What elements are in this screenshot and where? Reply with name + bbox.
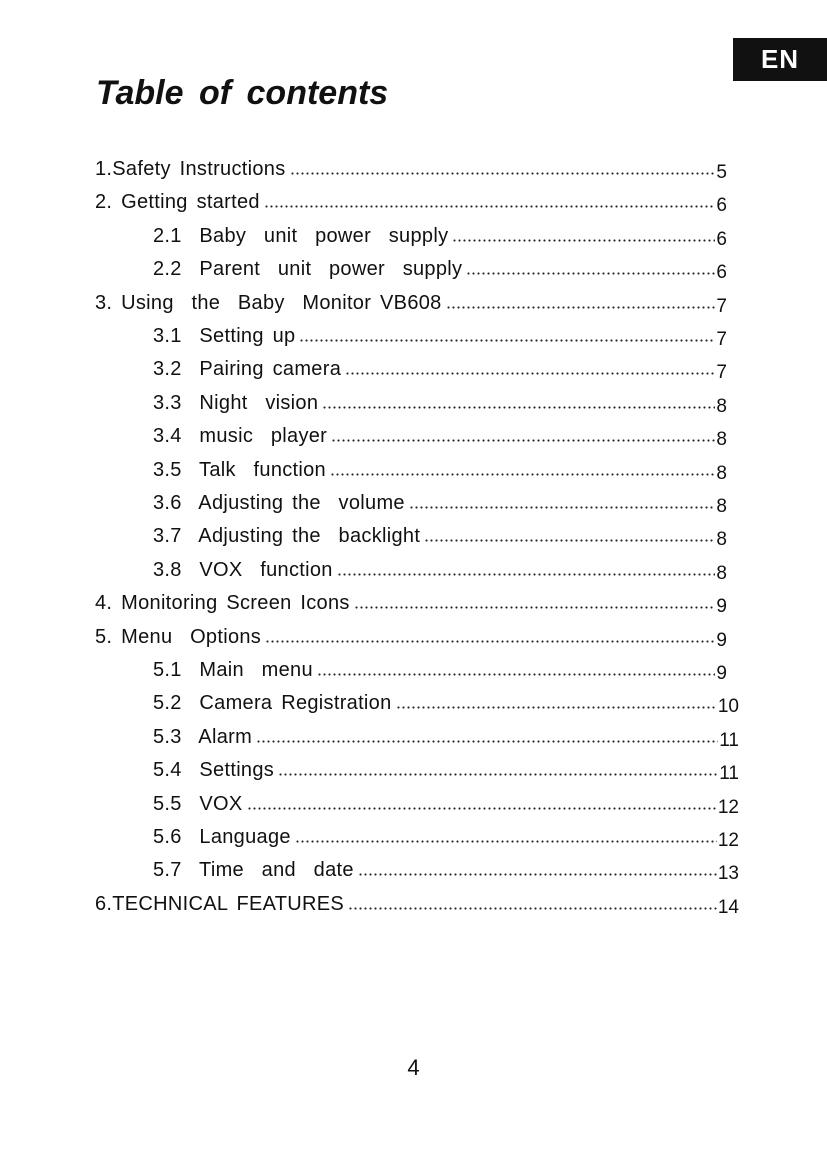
toc-dot-leader <box>317 667 716 677</box>
toc-entry-page: 6 <box>716 228 727 250</box>
language-badge: EN <box>733 38 827 81</box>
toc-entry <box>95 182 727 215</box>
toc-entry-page: 8 <box>716 395 727 417</box>
toc-dot-leader <box>446 300 716 310</box>
toc-dot-leader <box>299 333 715 343</box>
toc-entry-page: 6 <box>716 195 727 217</box>
toc-entry <box>153 383 727 416</box>
toc-dot-leader <box>247 801 717 811</box>
toc-entry-page: 9 <box>716 629 727 651</box>
toc-entry-page: 14 <box>717 896 739 918</box>
toc-entry-page: 8 <box>716 462 727 484</box>
toc-entry-page: 11 <box>719 763 739 785</box>
toc-entry-label: 5. Menu Options <box>95 625 262 648</box>
toc-dot-leader <box>348 901 717 911</box>
toc-dot-leader <box>278 767 718 777</box>
toc-dot-leader <box>290 166 716 176</box>
toc-entry-page: 13 <box>717 863 739 885</box>
toc-entry <box>153 650 727 683</box>
toc-entry-label: 4. Monitoring Screen Icons <box>95 592 350 615</box>
toc-entry-page: 12 <box>717 796 739 818</box>
toc-entry-label: 5.7 Time and date <box>153 859 354 882</box>
toc-dot-leader <box>322 400 715 410</box>
toc-entry-label: 5.4 Settings <box>153 759 275 782</box>
toc-entry-page: 6 <box>716 262 727 284</box>
toc-entry <box>153 750 739 783</box>
toc-entry <box>153 450 727 483</box>
toc-entry-label: 1.Safety Instructions <box>95 158 286 180</box>
toc-entry <box>153 717 739 750</box>
toc-entry <box>153 249 727 282</box>
toc-entry-page: 5 <box>716 162 727 183</box>
toc-entry-label: 5.2 Camera Registration <box>153 692 392 715</box>
toc-dot-leader <box>452 233 715 243</box>
toc-dot-leader <box>265 634 715 644</box>
toc-entry-page: 8 <box>716 429 727 451</box>
toc-entry <box>95 617 727 650</box>
toc-entry-label: 5.6 Language <box>153 826 291 848</box>
toc-dot-leader <box>295 834 717 844</box>
toc-entry-label: 3. Using the Baby Monitor VB608 <box>95 291 442 314</box>
toc-entry <box>153 316 727 349</box>
toc-entry <box>95 583 727 616</box>
toc-entry-label: 3.8 VOX function <box>153 558 333 581</box>
toc-dot-leader <box>256 734 718 744</box>
toc-entry-label: 5.3 Alarm <box>153 725 253 748</box>
toc-entry-label: 3.3 Night vision <box>153 391 319 414</box>
toc-entry <box>95 884 739 917</box>
toc-dot-leader <box>354 600 716 610</box>
toc-entry-page: 8 <box>716 562 727 584</box>
toc-dot-leader <box>396 700 717 710</box>
toc-entry-label: 6.TECHNICAL FEATURES <box>95 892 345 915</box>
page-number: 4 <box>407 1055 420 1080</box>
toc-entry <box>153 516 727 549</box>
toc-entry-page: 7 <box>716 362 727 384</box>
toc-entry-label: 2.2 Parent unit power supply <box>153 258 463 281</box>
toc-entry <box>95 283 727 316</box>
toc-entry-page: 8 <box>716 529 727 551</box>
toc-entry-label: 5.1 Main menu <box>153 659 313 681</box>
toc-dot-leader <box>337 567 716 577</box>
toc-entry-page: 12 <box>717 830 739 851</box>
toc-entry-page: 9 <box>716 596 727 618</box>
toc-entry <box>153 216 727 249</box>
toc-entry <box>153 817 739 850</box>
toc-entry <box>153 349 727 382</box>
toc-entry-page: 9 <box>716 663 727 684</box>
toc-dot-leader <box>466 266 715 276</box>
toc-dot-leader <box>409 500 716 510</box>
toc-entry <box>153 784 739 817</box>
toc-entry-page: 8 <box>716 496 727 517</box>
toc-dot-leader <box>331 433 715 443</box>
toc-entry-label: 3.7 Adjusting the backlight <box>153 525 421 548</box>
toc-entry <box>153 850 739 883</box>
toc-dot-leader <box>345 366 715 376</box>
toc-entry-page: 7 <box>716 295 727 317</box>
toc-entry-label: 2.1 Baby unit power supply <box>153 224 449 247</box>
page-title: Table of contents <box>96 74 389 112</box>
toc-entry-page: 7 <box>716 329 727 350</box>
toc-entry-label: 3.6 Adjusting the volume <box>153 492 405 514</box>
toc-entry-label: 3.1 Setting up <box>153 325 296 347</box>
toc-entry <box>153 550 727 583</box>
toc-entry-label: 3.5 Talk function <box>153 458 326 481</box>
toc-dot-leader <box>424 533 715 543</box>
toc-entry-label: 3.2 Pairing camera <box>153 358 342 381</box>
toc-entry-page: 10 <box>717 696 739 718</box>
toc-entry <box>153 683 739 716</box>
toc-dot-leader <box>330 467 715 477</box>
toc-entry-label: 5.5 VOX <box>153 792 243 815</box>
toc-entry-label: 3.4 music player <box>153 425 328 448</box>
toc-dot-leader <box>358 867 717 877</box>
toc-entry <box>153 483 727 516</box>
toc-entry-label: 2. Getting started <box>95 191 260 214</box>
toc-entry <box>153 416 727 449</box>
toc-dot-leader <box>264 199 716 209</box>
toc-entry <box>95 149 727 182</box>
toc-entry-page: 11 <box>719 729 739 751</box>
